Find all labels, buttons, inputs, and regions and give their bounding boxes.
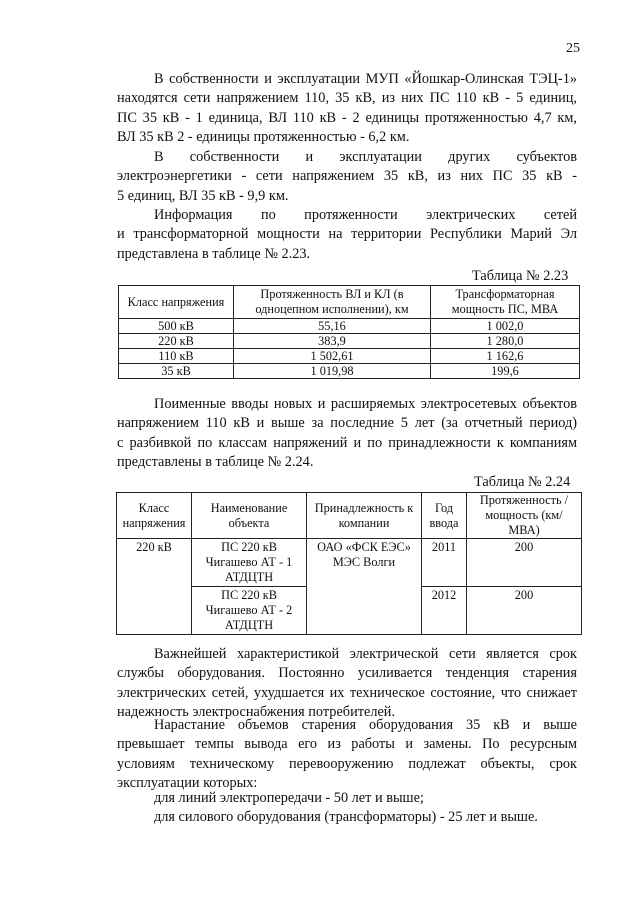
- paragraph-table-224-intro: [117, 395, 577, 473]
- text-line: и трансформаторной мощности на территории Республики Марий Эл: [117, 226, 577, 243]
- table-header-row: [119, 286, 580, 319]
- table-223-caption: Таблица № 2.23: [472, 268, 569, 284]
- list-item: для линий электропередачи - 50 лет и выше;: [154, 790, 424, 806]
- year-cell: 2011: [422, 539, 467, 587]
- text-line: находятся сети напряжением 110, 35 кВ, из них ПС 110 кВ - 5 единиц,: [117, 90, 577, 107]
- text-line: условиям техническому перевооружению подлежат объекты, срок: [117, 755, 577, 772]
- table-header-row: [117, 493, 582, 539]
- text-line: В собственности и эксплуатации других субъектов: [154, 149, 577, 165]
- text-line: 5 единиц, ВЛ 35 кВ - 9,9 км.: [117, 187, 289, 204]
- voltage-cell: 220 кВ: [117, 539, 192, 635]
- text-line: Поименные вводы новых и расширяемых электросетевых объектов: [154, 396, 577, 412]
- text-line: службы оборудования. Постоянно усиливается тенденция старения: [117, 665, 577, 682]
- table-cell: 1 002,0: [431, 319, 580, 334]
- year-cell: 2012: [422, 587, 467, 635]
- table-row: [119, 349, 580, 364]
- text-line: превышает темпы вывода его из работы и замены. По ресурсным: [117, 736, 577, 753]
- company-cell: ОАО «ФСК ЕЭС» МЭС Волги: [307, 539, 422, 635]
- table-cell: 1 502,61: [234, 349, 431, 364]
- header-cell: Класс напряжения: [119, 286, 234, 319]
- page-number: 25: [566, 41, 580, 56]
- text-line: ПС 35 кВ - 1 единица, ВЛ 110 кВ - 2 единицы протяженностью 4,7 км,: [117, 109, 577, 126]
- paragraph-aging-growth: [117, 716, 577, 794]
- table-row: [119, 364, 580, 379]
- object-cell: ПС 220 кВ Чигашево АТ - 1 АТДЦТН: [192, 539, 307, 587]
- header-cell: Протяженность /мощность (км/МВА): [467, 493, 582, 539]
- object-cell: ПС 220 кВ Чигашево АТ - 2 АТДЦТН: [192, 587, 307, 635]
- value-cell: 200: [467, 587, 582, 635]
- text-line: электрических сетей, ухудшается их техническое состояние, что снижает: [117, 684, 577, 701]
- table-cell: 55,16: [234, 319, 431, 334]
- table-cell: 199,6: [431, 364, 580, 379]
- header-cell: Год ввода: [422, 493, 467, 539]
- table-cell: 35 кВ: [119, 364, 234, 379]
- text-line: представлена в таблице № 2.23.: [117, 245, 311, 262]
- text-line: эксплуатации которых:: [117, 775, 258, 792]
- table-cell: 383,9: [234, 334, 431, 349]
- text-line: ВЛ 35 кВ 2 - единицы протяженностью - 6,2 км.: [117, 129, 410, 146]
- text-line: представлены в таблице № 2.24.: [117, 454, 314, 471]
- paragraph-other-subjects: [117, 148, 577, 206]
- table-row: [119, 319, 580, 334]
- table-224-caption: Таблица № 2.24: [474, 474, 571, 490]
- table-cell: 500 кВ: [119, 319, 234, 334]
- table-cell: 1 162,6: [431, 349, 580, 364]
- paragraph-tec1-networks: [117, 70, 577, 148]
- table-cell: 1 280,0: [431, 334, 580, 349]
- text-line: с разбивкой по классам напряжений и по принадлежности к компаниям: [117, 434, 577, 451]
- text-line: надежность электроснабжения потребителей.: [117, 704, 396, 721]
- value-cell: 200: [467, 539, 582, 587]
- table-223: [118, 285, 580, 379]
- text-line: Информация по протяженности электрических сетей: [154, 207, 577, 223]
- paragraph-equipment-life: [117, 645, 577, 723]
- table-cell: 1 019,98: [234, 364, 431, 379]
- table-224: [116, 492, 582, 635]
- text-line: электроэнергетики - сети напряжением 35 кВ, из них ПС 35 кВ -: [117, 168, 577, 185]
- table-cell: 110 кВ: [119, 349, 234, 364]
- text-line: В собственности и эксплуатации МУП «Йошкар-Олинская ТЭЦ-1»: [154, 71, 577, 87]
- text-line: Важнейшей характеристикой электрической сети является срок: [154, 646, 577, 662]
- text-line: напряжением 110 кВ и выше за последние 5 лет (за отчетный период): [117, 415, 577, 432]
- paragraph-table-223-intro: [117, 206, 577, 264]
- header-cell: Протяженность ВЛ и КЛ (в одноцепном исполнении), км: [234, 286, 431, 319]
- header-cell: Наименование объекта: [192, 493, 307, 539]
- header-cell: Класс напряжения: [117, 493, 192, 539]
- text-line: Нарастание объемов старения оборудования 35 кВ и выше: [154, 717, 577, 733]
- table-cell: 220 кВ: [119, 334, 234, 349]
- header-cell: Принадлежность к компании: [307, 493, 422, 539]
- header-cell: Трансформаторная мощность ПС, МВА: [431, 286, 580, 319]
- table-row: [119, 334, 580, 349]
- list-item: для силового оборудования (трансформаторы) - 25 лет и выше.: [154, 809, 538, 825]
- table-row: [117, 539, 582, 587]
